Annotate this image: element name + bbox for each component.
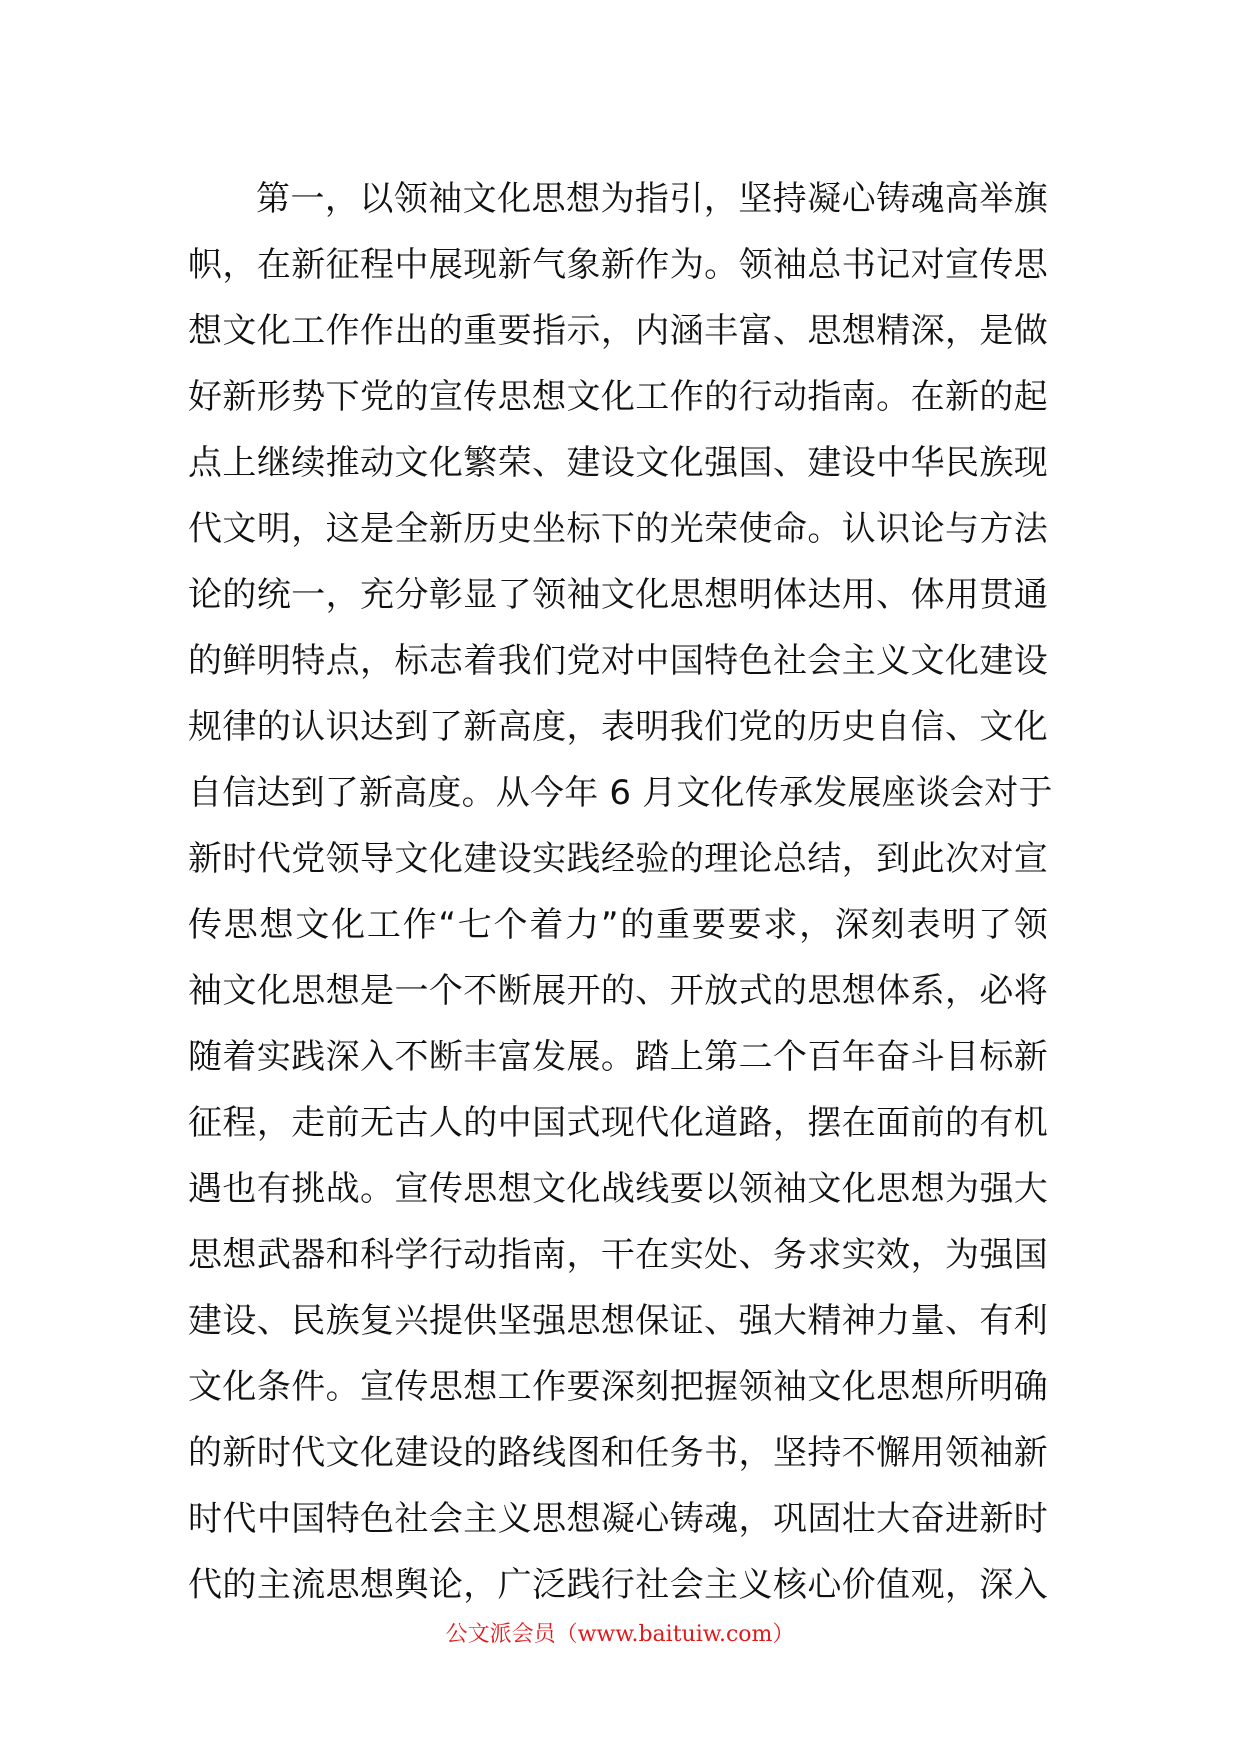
- text-line: 传思想文化工作“七个着力”的重要要求，深刻表明了领: [188, 905, 1048, 945]
- text-line: 代的主流思想舆论，广泛践行社会主义核心价值观，深入: [188, 1565, 1048, 1605]
- footer-watermark: 公文派会员（www.baituiw.com）: [445, 1622, 795, 1647]
- text-line: 论的统一，充分彰显了领袖文化思想明体达用、体用贯通: [188, 575, 1048, 615]
- text-line: 袖文化思想是一个不断展开的、开放式的思想体系，必将: [188, 971, 1048, 1011]
- text-line: 时代中国特色社会主义思想凝心铸魂，巩固壮大奋进新时: [188, 1499, 1048, 1539]
- text-line: 建设、民族复兴提供坚强思想保证、强大精神力量、有利: [188, 1301, 1048, 1341]
- text-line: 文化条件。宣传思想工作要深刻把握领袖文化思想所明确: [188, 1367, 1048, 1407]
- text-line: 帜，在新征程中展现新气象新作为。领袖总书记对宣传思: [188, 245, 1048, 285]
- text-line: 代文明，这是全新历史坐标下的光荣使命。认识论与方法: [188, 509, 1048, 549]
- text-line: 的新时代文化建设的路线图和任务书，坚持不懈用领袖新: [188, 1433, 1048, 1473]
- text-line: 遇也有挑战。宣传思想文化战线要以领袖文化思想为强大: [188, 1169, 1048, 1209]
- text-line: 新时代党领导文化建设实践经验的理论总结，到此次对宣: [188, 839, 1048, 879]
- text-line: 想文化工作作出的重要指示，内涵丰富、思想精深，是做: [188, 311, 1048, 351]
- text-line: 自信达到了新高度。从今年 6 月文化传承发展座谈会对于: [188, 773, 1053, 813]
- text-line: 规律的认识达到了新高度，表明我们党的历史自信、文化: [188, 707, 1048, 747]
- text-line: 思想武器和科学行动指南，干在实处、务求实效，为强国: [188, 1235, 1048, 1275]
- text-line: 第一，以领袖文化思想为指引，坚持凝心铸魂高举旗: [256, 179, 1048, 219]
- text-line: 随着实践深入不断丰富发展。踏上第二个百年奋斗目标新: [188, 1037, 1048, 1077]
- text-line: 好新形势下党的宣传思想文化工作的行动指南。在新的起: [188, 377, 1048, 417]
- text-line: 点上继续推动文化繁荣、建设文化强国、建设中华民族现: [188, 443, 1048, 483]
- text-line: 征程，走前无古人的中国式现代化道路，摆在面前的有机: [188, 1103, 1048, 1143]
- text-line: 的鲜明特点，标志着我们党对中国特色社会主义文化建设: [188, 641, 1048, 681]
- body-paragraph: [188, 166, 1053, 1618]
